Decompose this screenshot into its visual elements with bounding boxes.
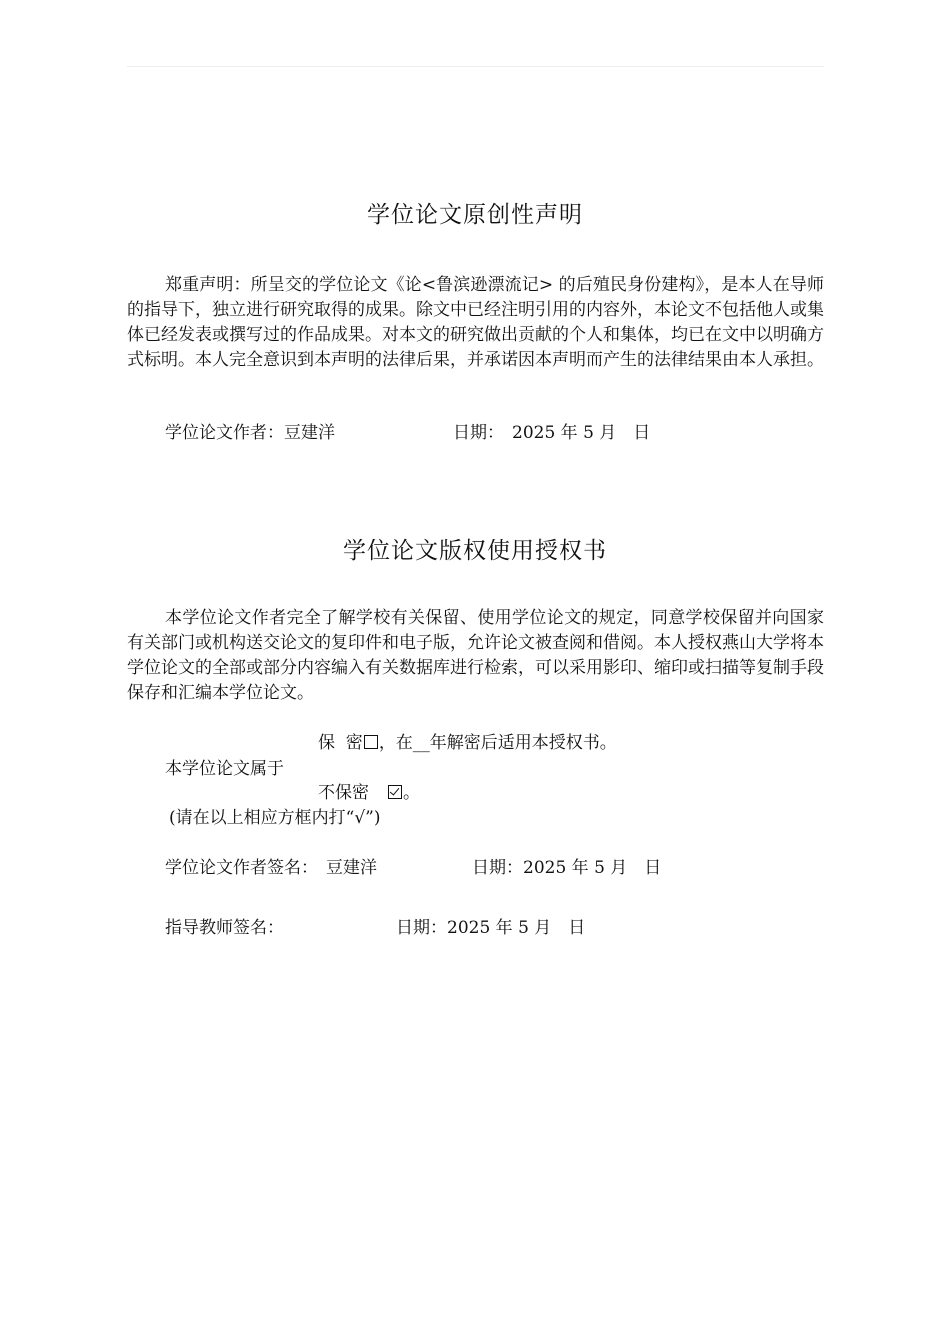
authorization-title: 学位论文版权使用授权书: [343, 538, 607, 564]
belongs-label: 本学位论文属于: [165, 759, 284, 779]
author-date-value: 2025 年 5 月 日: [523, 858, 662, 878]
declaration-title: 学位论文原创性声明: [367, 202, 583, 228]
advisor-date-line: [396, 916, 585, 940]
author-date-line: [472, 856, 661, 880]
secret-suffix: ，在__年解密后适用本授权书。: [378, 733, 617, 753]
secret-checkbox[interactable]: [364, 735, 378, 749]
nonsecret-suffix: 。: [403, 783, 420, 803]
declaration-date-value: 2025 年 5 月 日: [512, 423, 651, 443]
declaration-date-label: 日期：: [453, 423, 504, 443]
nonsecret-option-line: [318, 781, 420, 805]
secret-label: 保 密: [318, 733, 363, 753]
advisor-sign-label: 指导教师签名：: [165, 918, 284, 938]
secret-option-line: [318, 731, 617, 755]
header-rule: [127, 66, 824, 67]
nonsecret-label: 不保密: [318, 783, 369, 803]
nonsecret-checkbox[interactable]: [388, 785, 402, 799]
author-sign-label: 学位论文作者签名：: [165, 858, 318, 878]
declaration-body: 郑重声明：所呈交的学位论文《论<鲁滨逊漂流记> 的后殖民身份建构》，是本人在导师的指导下，独立进行研究取得的成果。除文中已经注明引用的内容外，本论文不包括他人或集体已经发表或撰写过的作品成果。对本文的研究做出贡献的个人和集体，均已在文中以明确方式标明。本人完全意识到本声明的法律后果，并承诺因本声明而产生的法律结果由本人承担。: [127, 275, 824, 370]
declaration-date-line: [453, 421, 650, 445]
declaration-author-label: 学位论文作者：: [165, 423, 284, 443]
author-date-label: 日期：: [472, 858, 523, 878]
author-sign-name: 豆建洋: [326, 858, 377, 878]
declaration-author-name: 豆建洋: [284, 423, 335, 443]
authorization-body: 本学位论文作者完全了解学校有关保留、使用学位论文的规定，同意学校保留并向国家有关部门或机构送交论文的复印件和电子版，允许论文被查阅和借阅。本人授权燕山大学将本学位论文的全部或部分内容编入有关数据库进行检索，可以采用影印、缩印或扫描等复制手段保存和汇编本学位论文。: [127, 608, 824, 703]
declaration-author-line: [165, 421, 335, 445]
advisor-date-value: 2025 年 5 月 日: [447, 918, 586, 938]
author-sign-line: [165, 856, 377, 880]
advisor-date-label: 日期：: [396, 918, 447, 938]
checkbox-instruction: (请在以上相应方框内打“√”): [169, 808, 381, 828]
